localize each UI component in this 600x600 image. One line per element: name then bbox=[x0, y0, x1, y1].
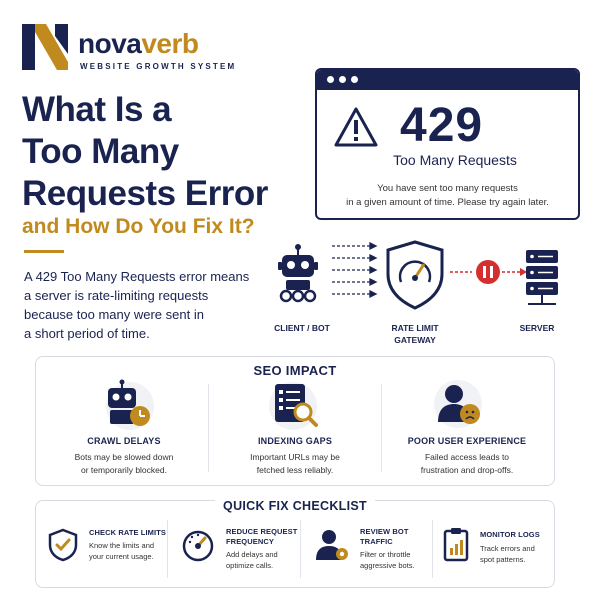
flow-gateway-label-line1: RATE LIMIT bbox=[391, 323, 439, 333]
window-dot-icon bbox=[327, 76, 334, 83]
robot-clock-icon bbox=[100, 378, 156, 430]
panel-divider bbox=[381, 384, 382, 472]
intro-line4: a short period of time. bbox=[24, 326, 150, 341]
server-icon bbox=[526, 250, 558, 304]
panel-divider bbox=[208, 384, 209, 472]
intro-line3: because too many were sent in bbox=[24, 307, 204, 322]
window-dot-icon bbox=[339, 76, 346, 83]
headline-line2: Too Many bbox=[22, 132, 179, 171]
flow-client-label: CLIENT / BOT bbox=[274, 323, 330, 333]
list-search-icon bbox=[265, 378, 321, 430]
checklist-item-title-line2: FREQUENCY bbox=[226, 537, 274, 546]
clipboard-chart-icon bbox=[442, 526, 470, 562]
gold-divider bbox=[24, 250, 64, 253]
panel-divider bbox=[432, 520, 433, 578]
intro-line2: a server is rate-limiting requests bbox=[24, 288, 209, 303]
quick-fix-title: QUICK FIX CHECKLIST bbox=[215, 499, 375, 513]
headline-line1: What Is a bbox=[22, 90, 172, 129]
checklist-item-desc-line1: Filter or throttle bbox=[360, 550, 411, 559]
checklist-item-desc-line2: aggressive bots. bbox=[360, 561, 415, 570]
brand-tagline: WEBSITE GROWTH SYSTEM bbox=[80, 62, 237, 71]
brand-logo-mark bbox=[22, 24, 68, 70]
seo-item-desc-line1: Bots may be slowed down bbox=[74, 452, 174, 462]
shield-gauge-icon bbox=[388, 242, 442, 308]
checklist-item-title: CHECK RATE LIMITS bbox=[89, 528, 166, 537]
checklist-item-desc-line1: Add delays and bbox=[226, 550, 278, 559]
checklist-item-desc-line2: spot patterns. bbox=[480, 555, 526, 564]
error-label: Too Many Requests bbox=[393, 152, 517, 168]
intro-line1: A 429 Too Many Requests error means bbox=[24, 269, 250, 284]
error-message-line1: You have sent too many requests bbox=[377, 183, 518, 194]
seo-impact-title: SEO IMPACT bbox=[246, 363, 345, 378]
checklist-item-title-line2: TRAFFIC bbox=[360, 537, 393, 546]
headline-line3: Requests Error bbox=[22, 174, 268, 213]
quick-fix-title-wrap bbox=[35, 497, 555, 515]
warning-triangle-icon bbox=[333, 106, 379, 148]
checklist-item-desc-line1: Know the limits and bbox=[89, 541, 155, 550]
seo-item-title: CRAWL DELAYS bbox=[87, 436, 161, 446]
checklist-item-title: MONITOR LOGS bbox=[480, 530, 540, 539]
checklist-item-desc-line2: your current usage. bbox=[89, 552, 154, 561]
seo-item-desc-line2: fetched less reliably. bbox=[256, 465, 334, 475]
seo-item-title: POOR USER EXPERIENCE bbox=[407, 436, 527, 446]
checklist-item-title-line1: REDUCE REQUEST bbox=[226, 527, 298, 536]
checklist-item-desc-line2: optimize calls. bbox=[226, 561, 274, 570]
checklist-item-desc-line1: Track errors and bbox=[480, 544, 535, 553]
request-flow-diagram bbox=[270, 238, 590, 318]
error-code: 429 bbox=[400, 99, 484, 152]
seo-item-desc-line1: Failed access leads to bbox=[424, 452, 510, 462]
panel-divider bbox=[167, 520, 168, 578]
robot-client-icon bbox=[278, 244, 318, 301]
request-arrows bbox=[332, 243, 376, 297]
error-message-line2: in a given amount of time. Please try again later. bbox=[346, 197, 549, 208]
brand-name bbox=[78, 30, 199, 58]
window-dot-icon bbox=[351, 76, 358, 83]
flow-server-label: SERVER bbox=[519, 323, 555, 333]
panel-divider bbox=[300, 520, 301, 578]
seo-item-desc-line1: Important URLs may be bbox=[250, 452, 340, 462]
user-gear-icon bbox=[314, 528, 350, 562]
gauge-icon bbox=[180, 528, 216, 562]
seo-item-desc-line2: frustration and drop-offs. bbox=[420, 465, 514, 475]
seo-item-title: INDEXING GAPS bbox=[257, 436, 333, 446]
brand-name-part2: verb bbox=[141, 28, 199, 59]
shield-check-icon bbox=[48, 528, 78, 562]
blocked-arrow bbox=[450, 260, 527, 284]
flow-gateway-label-line2: GATEWAY bbox=[394, 335, 436, 345]
brand-name-part1: nova bbox=[78, 28, 142, 59]
seo-item-desc-line2: or temporarily blocked. bbox=[81, 465, 167, 475]
browser-titlebar bbox=[317, 70, 578, 90]
user-sad-icon bbox=[430, 378, 486, 430]
headline-subline: and How Do You Fix It? bbox=[22, 215, 255, 238]
checklist-item-title-line1: REVIEW BOT bbox=[360, 527, 409, 536]
